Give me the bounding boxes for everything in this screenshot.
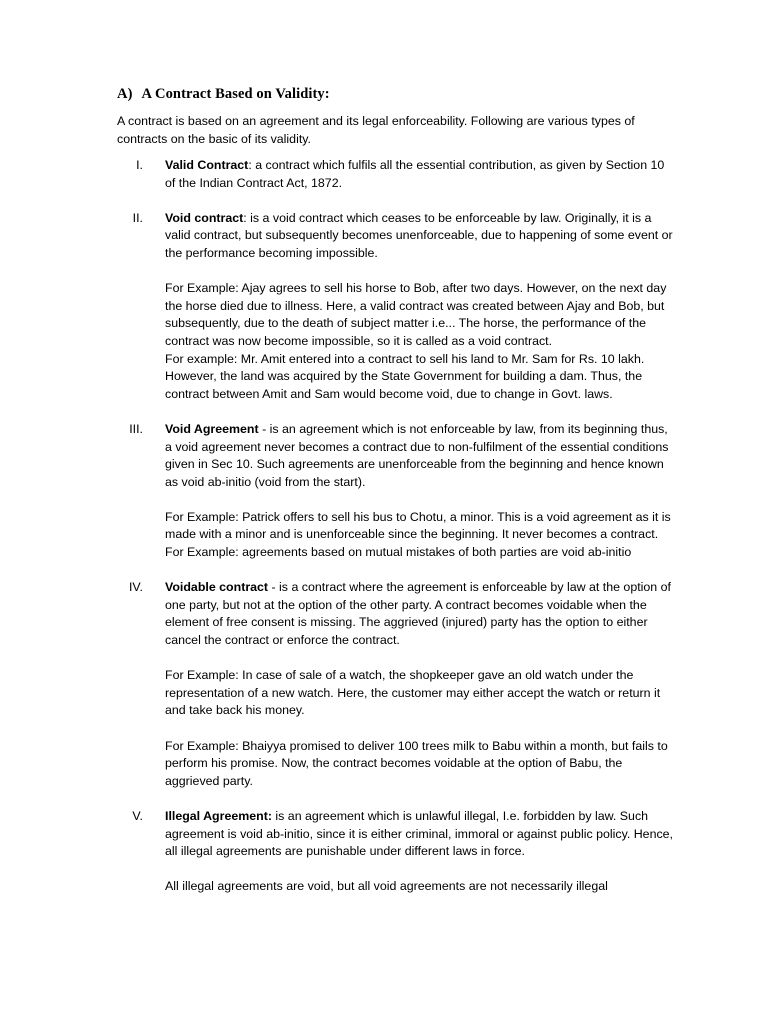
definition-paragraph xyxy=(165,421,677,491)
list-item-valid-contract xyxy=(117,157,677,192)
contract-types-list xyxy=(117,157,677,896)
example-paragraph: For Example: Bhaiyya promised to deliver 100 trees milk to Babu within a month, but fails to perform his promise. Now, the contract becomes voidable at the option of Babu, the aggrieved party. xyxy=(165,738,668,788)
list-item-void-agreement xyxy=(117,421,677,562)
definition-paragraph xyxy=(165,157,677,192)
definition: : a contract which fulfils all the essential contribution, as given by Section 10 of the Indian Contract Act, 1872. xyxy=(165,158,665,190)
definition-paragraph xyxy=(165,210,677,263)
example-paragraph: For Example: agreements based on mutual mistakes of both parties are void ab-initio xyxy=(165,545,632,560)
example-paragraph: For example: Mr. Amit entered into a contract to sell his land to Mr. Sam for Rs. 10 lakh. However, the land was acquired by the State Government for building a dam. Thus, the contract between Amit and Sam would become void, due to change in Govt. laws. xyxy=(165,351,645,401)
definition-paragraph xyxy=(165,579,677,649)
list-numeral: I. xyxy=(136,158,143,172)
list-numeral: IV. xyxy=(128,580,143,595)
example-paragraph: For Example: Ajay agrees to sell his horse to Bob, after two days. However, on the next day the horse died due to illness. Here, a valid contract was created between Ajay and Bob, but subsequently, due to the death of subject matter i.e... The horse, the performance of the contract was now become impossible, so it is called as a void contract. xyxy=(165,281,667,348)
term: Void contract xyxy=(165,210,244,225)
definition: : is a void contract which ceases to be enforceable by law. Originally, it is a valid contract, but subsequently becomes unenforceable, due to happening of some event or the performance becoming impossible. xyxy=(165,210,673,260)
list-item-illegal-agreement xyxy=(117,808,677,896)
term: Valid Contract xyxy=(165,158,249,172)
list-item-void-contract xyxy=(117,210,677,404)
list-numeral: V. xyxy=(132,808,143,823)
note-paragraph: All illegal agreements are void, but all void agreements are not necessarily illegal xyxy=(165,879,608,894)
intro-paragraph: A contract is based on an agreement and its legal enforceability. Following are various types of contracts on the basic of its validity. xyxy=(117,114,635,146)
definition: - is an agreement which is not enforceable by law, from its beginning thus, a void agreement never becomes a contract due to non-fulfilment of the essential conditions given in Sec 10. Such agreements are unenforceable from the beginning and hence known as void ab-initio (void from the start). xyxy=(165,421,669,489)
list-item-voidable-contract xyxy=(117,579,677,790)
example-paragraph: For Example: In case of sale of a watch, the shopkeeper gave an old watch under the representation of a new watch. Here, the customer may either accept the watch or return it and take back his money. xyxy=(165,668,661,718)
list-numeral: II. xyxy=(132,210,143,225)
section-title: A Contract Based on Validity: xyxy=(141,86,330,102)
definition-paragraph xyxy=(165,808,677,861)
example-paragraph: For Example: Patrick offers to sell his bus to Chotu, a minor. This is a void agreement as it is made with a minor and is unenforceable since the beginning. It never becomes a contract. xyxy=(165,509,671,542)
definition: - is a contract where the agreement is enforceable by law at the option of one party, but not at the option of the other party. A contract becomes voidable when the element of free consent is missing. The aggrieved (injured) party has the option to either cancel the contract or enforce the contract. xyxy=(165,580,671,648)
section-number: A) xyxy=(117,86,133,102)
term: Voidable contract xyxy=(165,580,269,595)
list-numeral: III. xyxy=(129,421,143,436)
term: Void Agreement xyxy=(165,421,259,436)
definition: is an agreement which is unlawful illegal, I.e. forbidden by law. Such agreement is void ab-initio, since it is either criminal, immoral or against public policy. Hence, all illegal agreements are punishable under different laws in force. xyxy=(165,808,673,859)
term: Illegal Agreement: xyxy=(165,808,272,823)
section-heading xyxy=(117,86,330,103)
